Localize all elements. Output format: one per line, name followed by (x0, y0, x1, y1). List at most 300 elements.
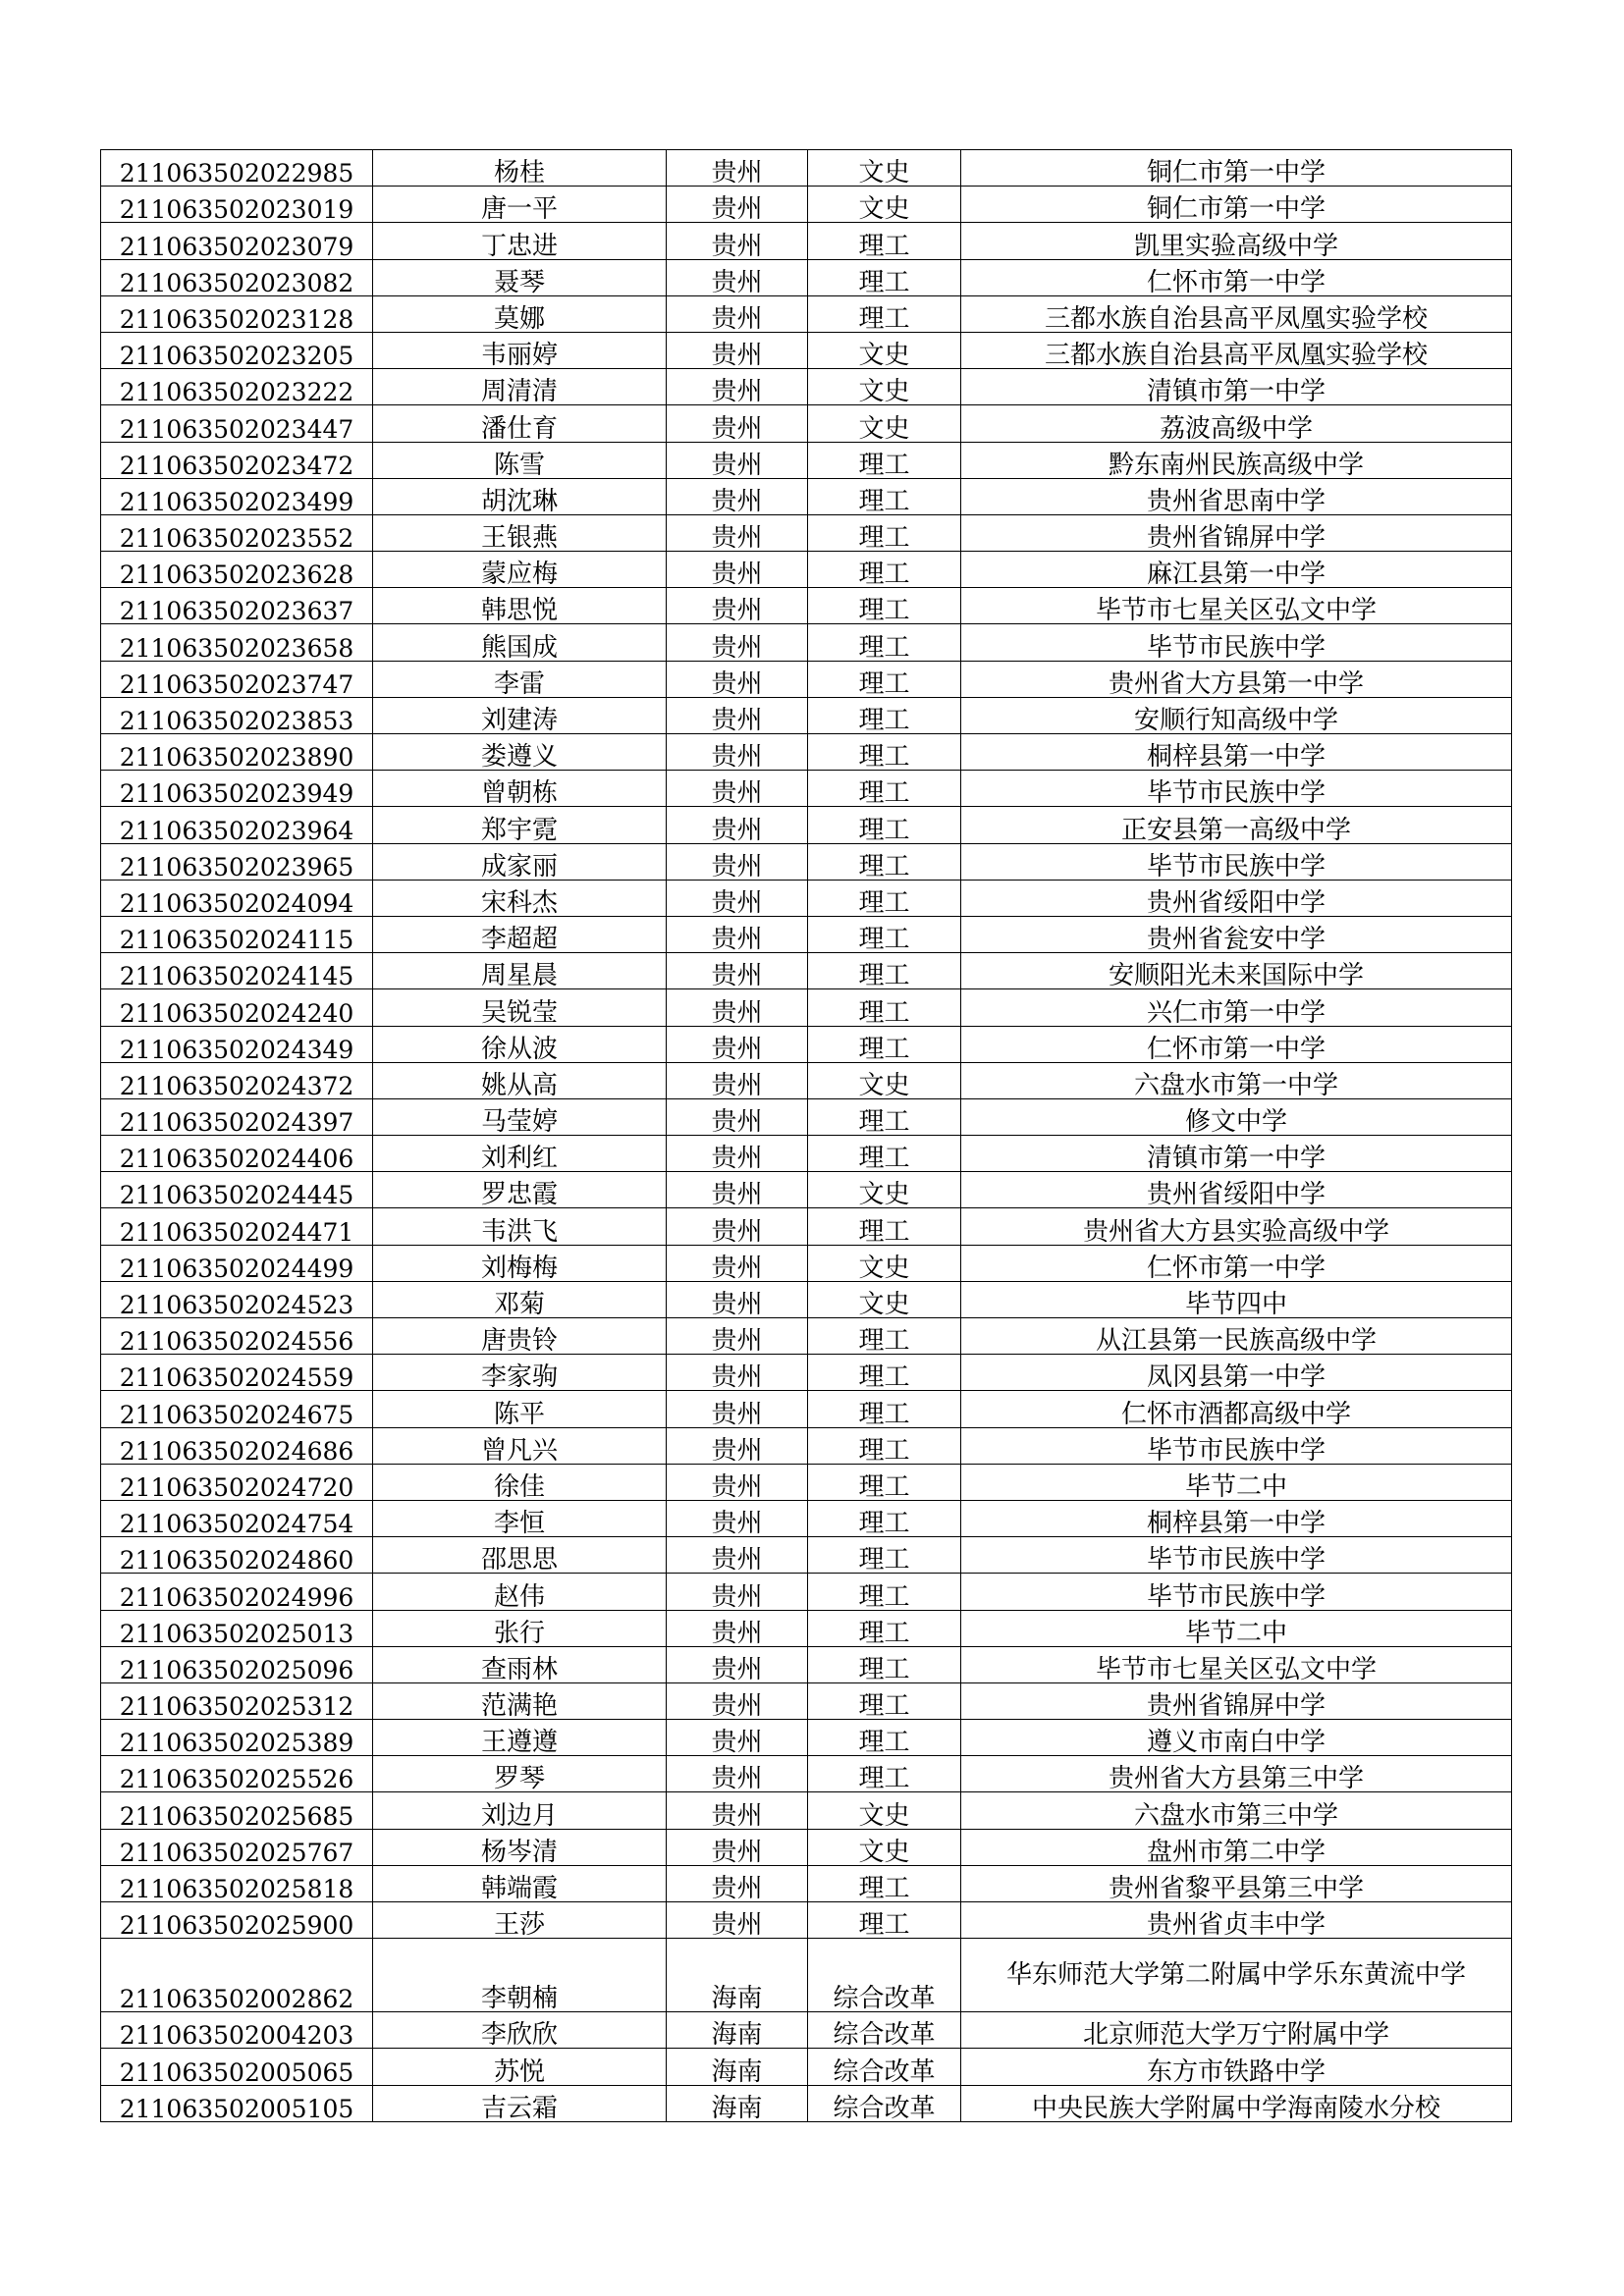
school-cell: 安顺阳光未来国际中学 (961, 953, 1512, 989)
student-name-cell: 丁忠进 (373, 223, 667, 259)
school-cell: 贵州省黎平县第三中学 (961, 1865, 1512, 1901)
student-id-cell: 211063502024996 (101, 1574, 373, 1610)
table-row (101, 1464, 1512, 1500)
province-cell: 贵州 (667, 624, 808, 661)
school-cell: 仁怀市第一中学 (961, 1245, 1512, 1281)
student-id-cell: 211063502024686 (101, 1427, 373, 1464)
province-cell: 贵州 (667, 1464, 808, 1500)
student-id-cell: 211063502024240 (101, 989, 373, 1026)
province-cell: 贵州 (667, 1172, 808, 1208)
category-cell: 理工 (808, 771, 961, 807)
student-name-cell: 杨桂 (373, 150, 667, 187)
student-name-cell: 邵思思 (373, 1537, 667, 1574)
category-cell: 理工 (808, 1026, 961, 1062)
student-id-cell: 211063502025389 (101, 1720, 373, 1756)
province-cell: 海南 (667, 2049, 808, 2085)
category-cell: 理工 (808, 1865, 961, 1901)
student-name-cell: 姚从高 (373, 1062, 667, 1098)
student-name-cell: 胡沈琳 (373, 478, 667, 514)
student-id-cell: 211063502024094 (101, 880, 373, 916)
student-id-cell: 211063502024523 (101, 1281, 373, 1317)
student-name-cell: 吉云霜 (373, 2085, 667, 2121)
student-name-cell: 范满艳 (373, 1682, 667, 1719)
student-id-cell: 211063502023128 (101, 295, 373, 332)
student-id-cell: 211063502023949 (101, 771, 373, 807)
category-cell: 文史 (808, 405, 961, 442)
table-row (101, 369, 1512, 405)
table-row (101, 2012, 1512, 2049)
student-name-cell: 娄遵义 (373, 734, 667, 771)
student-id-cell: 211063502024372 (101, 1062, 373, 1098)
school-cell: 毕节市民族中学 (961, 1537, 1512, 1574)
province-cell: 贵州 (667, 223, 808, 259)
school-cell: 遵义市南白中学 (961, 1720, 1512, 1756)
student-name-cell: 张行 (373, 1610, 667, 1646)
table-row (101, 1355, 1512, 1391)
student-id-cell: 211063502023205 (101, 332, 373, 368)
student-name-cell: 刘边月 (373, 1792, 667, 1829)
student-id-cell: 211063502025096 (101, 1646, 373, 1682)
table-row (101, 1208, 1512, 1245)
province-cell: 贵州 (667, 1062, 808, 1098)
roster-body (101, 150, 1512, 2122)
student-id-cell: 211063502004203 (101, 2012, 373, 2049)
student-name-cell: 韦洪飞 (373, 1208, 667, 1245)
school-cell: 凤冈县第一中学 (961, 1355, 1512, 1391)
table-row (101, 697, 1512, 733)
student-id-cell: 211063502023079 (101, 223, 373, 259)
school-cell: 盘州市第二中学 (961, 1829, 1512, 1865)
student-id-cell: 211063502024397 (101, 1098, 373, 1135)
province-cell: 贵州 (667, 916, 808, 952)
student-id-cell: 211063502024145 (101, 953, 373, 989)
table-row (101, 1245, 1512, 1281)
province-cell: 贵州 (667, 843, 808, 880)
category-cell: 综合改革 (808, 2012, 961, 2049)
table-row (101, 1865, 1512, 1901)
province-cell: 贵州 (667, 1098, 808, 1135)
province-cell: 贵州 (667, 1318, 808, 1355)
student-id-cell: 211063502025526 (101, 1756, 373, 1792)
table-row (101, 1829, 1512, 1865)
student-id-cell: 211063502024860 (101, 1537, 373, 1574)
table-row (101, 953, 1512, 989)
table-row (101, 187, 1512, 223)
category-cell: 文史 (808, 187, 961, 223)
category-cell: 理工 (808, 1574, 961, 1610)
school-cell: 毕节市民族中学 (961, 771, 1512, 807)
school-cell: 贵州省贞丰中学 (961, 1902, 1512, 1939)
province-cell: 贵州 (667, 1208, 808, 1245)
school-cell: 仁怀市第一中学 (961, 1026, 1512, 1062)
category-cell: 理工 (808, 295, 961, 332)
school-cell: 毕节市民族中学 (961, 1574, 1512, 1610)
student-id-cell: 211063502024720 (101, 1464, 373, 1500)
category-cell: 理工 (808, 442, 961, 478)
table-row (101, 405, 1512, 442)
table-row (101, 880, 1512, 916)
table-row (101, 150, 1512, 187)
province-cell: 贵州 (667, 478, 808, 514)
province-cell: 贵州 (667, 661, 808, 697)
table-row (101, 1062, 1512, 1098)
student-name-cell: 陈平 (373, 1391, 667, 1427)
category-cell: 文史 (808, 1281, 961, 1317)
category-cell: 理工 (808, 1464, 961, 1500)
province-cell: 贵州 (667, 259, 808, 295)
student-id-cell: 211063502002862 (101, 1939, 373, 2012)
school-cell: 铜仁市第一中学 (961, 150, 1512, 187)
school-cell: 兴仁市第一中学 (961, 989, 1512, 1026)
student-name-cell: 李欣欣 (373, 2012, 667, 2049)
table-row (101, 223, 1512, 259)
category-cell: 理工 (808, 880, 961, 916)
student-name-cell: 唐贵铃 (373, 1318, 667, 1355)
student-name-cell: 郑宇霓 (373, 807, 667, 843)
student-name-cell: 王莎 (373, 1902, 667, 1939)
category-cell: 理工 (808, 1902, 961, 1939)
table-row (101, 624, 1512, 661)
school-cell: 贵州省锦屏中学 (961, 514, 1512, 551)
category-cell: 理工 (808, 1682, 961, 1719)
school-cell: 铜仁市第一中学 (961, 187, 1512, 223)
table-row (101, 2049, 1512, 2085)
student-name-cell: 周清清 (373, 369, 667, 405)
province-cell: 贵州 (667, 1646, 808, 1682)
province-cell: 贵州 (667, 405, 808, 442)
school-cell: 贵州省大方县第三中学 (961, 1756, 1512, 1792)
student-name-cell: 韩思悦 (373, 588, 667, 624)
student-id-cell: 211063502025013 (101, 1610, 373, 1646)
student-id-cell: 211063502025312 (101, 1682, 373, 1719)
province-cell: 贵州 (667, 1902, 808, 1939)
province-cell: 贵州 (667, 771, 808, 807)
school-cell: 正安县第一高级中学 (961, 807, 1512, 843)
province-cell: 贵州 (667, 1829, 808, 1865)
school-cell: 黔东南州民族高级中学 (961, 442, 1512, 478)
province-cell: 贵州 (667, 369, 808, 405)
student-name-cell: 李恒 (373, 1500, 667, 1536)
table-row (101, 1391, 1512, 1427)
category-cell: 理工 (808, 1720, 961, 1756)
student-id-cell: 211063502025900 (101, 1902, 373, 1939)
table-row (101, 1500, 1512, 1536)
category-cell: 理工 (808, 1355, 961, 1391)
student-id-cell: 211063502023658 (101, 624, 373, 661)
school-cell: 贵州省锦屏中学 (961, 1682, 1512, 1719)
category-cell: 综合改革 (808, 2049, 961, 2085)
student-name-cell: 曾朝栋 (373, 771, 667, 807)
category-cell: 文史 (808, 1829, 961, 1865)
school-cell: 毕节二中 (961, 1464, 1512, 1500)
category-cell: 文史 (808, 332, 961, 368)
school-cell: 毕节市民族中学 (961, 624, 1512, 661)
school-cell: 毕节市民族中学 (961, 1427, 1512, 1464)
school-cell: 贵州省思南中学 (961, 478, 1512, 514)
student-id-cell: 211063502023853 (101, 697, 373, 733)
category-cell: 理工 (808, 624, 961, 661)
category-cell: 理工 (808, 1427, 961, 1464)
student-name-cell: 蒙应梅 (373, 552, 667, 588)
category-cell: 理工 (808, 259, 961, 295)
student-id-cell: 211063502025818 (101, 1865, 373, 1901)
student-name-cell: 宋科杰 (373, 880, 667, 916)
school-cell: 凯里实验高级中学 (961, 223, 1512, 259)
table-row (101, 1537, 1512, 1574)
table-row (101, 1136, 1512, 1172)
school-cell: 毕节市民族中学 (961, 843, 1512, 880)
province-cell: 贵州 (667, 1537, 808, 1574)
category-cell: 理工 (808, 807, 961, 843)
school-cell: 六盘水市第三中学 (961, 1792, 1512, 1829)
student-name-cell: 苏悦 (373, 2049, 667, 2085)
table-row (101, 295, 1512, 332)
province-cell: 贵州 (667, 1720, 808, 1756)
province-cell: 贵州 (667, 1865, 808, 1901)
province-cell: 海南 (667, 1939, 808, 2012)
school-cell: 荔波高级中学 (961, 405, 1512, 442)
province-cell: 贵州 (667, 1756, 808, 1792)
school-cell: 桐梓县第一中学 (961, 734, 1512, 771)
table-row (101, 1902, 1512, 1939)
table-row (101, 661, 1512, 697)
student-id-cell: 211063502023747 (101, 661, 373, 697)
category-cell: 文史 (808, 1172, 961, 1208)
school-cell: 桐梓县第一中学 (961, 1500, 1512, 1536)
student-name-cell: 刘建涛 (373, 697, 667, 733)
student-name-cell: 刘梅梅 (373, 1245, 667, 1281)
category-cell: 理工 (808, 734, 961, 771)
table-row (101, 989, 1512, 1026)
province-cell: 海南 (667, 2085, 808, 2121)
province-cell: 贵州 (667, 332, 808, 368)
student-name-cell: 唐一平 (373, 187, 667, 223)
province-cell: 贵州 (667, 442, 808, 478)
school-cell: 华东师范大学第二附属中学乐东黄流中学 (961, 1939, 1512, 2012)
student-id-cell: 211063502023628 (101, 552, 373, 588)
category-cell: 文史 (808, 1245, 961, 1281)
school-cell: 毕节市七星关区弘文中学 (961, 1646, 1512, 1682)
student-name-cell: 罗忠霞 (373, 1172, 667, 1208)
school-cell: 仁怀市酒都高级中学 (961, 1391, 1512, 1427)
province-cell: 贵州 (667, 1391, 808, 1427)
student-name-cell: 聂琴 (373, 259, 667, 295)
category-cell: 综合改革 (808, 2085, 961, 2121)
student-id-cell: 211063502024559 (101, 1355, 373, 1391)
category-cell: 理工 (808, 1756, 961, 1792)
table-row (101, 1026, 1512, 1062)
province-cell: 贵州 (667, 187, 808, 223)
table-row (101, 1682, 1512, 1719)
category-cell: 理工 (808, 1098, 961, 1135)
category-cell: 理工 (808, 1318, 961, 1355)
student-name-cell: 王遵遵 (373, 1720, 667, 1756)
table-row (101, 771, 1512, 807)
category-cell: 理工 (808, 588, 961, 624)
province-cell: 贵州 (667, 989, 808, 1026)
province-cell: 贵州 (667, 514, 808, 551)
category-cell: 理工 (808, 223, 961, 259)
school-cell: 贵州省绥阳中学 (961, 880, 1512, 916)
category-cell: 理工 (808, 552, 961, 588)
student-id-cell: 211063502005105 (101, 2085, 373, 2121)
category-cell: 文史 (808, 1792, 961, 1829)
school-cell: 东方市铁路中学 (961, 2049, 1512, 2085)
table-row (101, 442, 1512, 478)
student-id-cell: 211063502023019 (101, 187, 373, 223)
province-cell: 贵州 (667, 1792, 808, 1829)
student-name-cell: 潘仕育 (373, 405, 667, 442)
province-cell: 贵州 (667, 1136, 808, 1172)
table-row (101, 478, 1512, 514)
province-cell: 贵州 (667, 1245, 808, 1281)
student-id-cell: 211063502024499 (101, 1245, 373, 1281)
student-name-cell: 韩端霞 (373, 1865, 667, 1901)
student-id-cell: 211063502024445 (101, 1172, 373, 1208)
category-cell: 文史 (808, 369, 961, 405)
student-id-cell: 211063502024556 (101, 1318, 373, 1355)
student-id-cell: 211063502024675 (101, 1391, 373, 1427)
student-name-cell: 曾凡兴 (373, 1427, 667, 1464)
table-row (101, 1318, 1512, 1355)
student-name-cell: 马莹婷 (373, 1098, 667, 1135)
student-id-cell: 211063502025767 (101, 1829, 373, 1865)
student-id-cell: 211063502022985 (101, 150, 373, 187)
category-cell: 理工 (808, 989, 961, 1026)
student-id-cell: 211063502024406 (101, 1136, 373, 1172)
province-cell: 贵州 (667, 1574, 808, 1610)
school-cell: 从江县第一民族高级中学 (961, 1318, 1512, 1355)
student-id-cell: 211063502023964 (101, 807, 373, 843)
student-id-cell: 211063502023890 (101, 734, 373, 771)
student-id-cell: 211063502023965 (101, 843, 373, 880)
student-name-cell: 刘利红 (373, 1136, 667, 1172)
student-name-cell: 李雷 (373, 661, 667, 697)
province-cell: 海南 (667, 2012, 808, 2049)
school-cell: 麻江县第一中学 (961, 552, 1512, 588)
admission-roster-table (100, 149, 1512, 2122)
school-cell: 北京师范大学万宁附属中学 (961, 2012, 1512, 2049)
student-name-cell: 李朝楠 (373, 1939, 667, 2012)
student-name-cell: 李超超 (373, 916, 667, 952)
table-row (101, 1939, 1512, 2012)
category-cell: 综合改革 (808, 1939, 961, 2012)
category-cell: 理工 (808, 1208, 961, 1245)
student-name-cell: 吴锐莹 (373, 989, 667, 1026)
school-cell: 贵州省绥阳中学 (961, 1172, 1512, 1208)
province-cell: 贵州 (667, 588, 808, 624)
student-id-cell: 211063502024115 (101, 916, 373, 952)
province-cell: 贵州 (667, 880, 808, 916)
student-name-cell: 徐从波 (373, 1026, 667, 1062)
province-cell: 贵州 (667, 1427, 808, 1464)
province-cell: 贵州 (667, 295, 808, 332)
table-row (101, 259, 1512, 295)
table-row (101, 1720, 1512, 1756)
student-name-cell: 熊国成 (373, 624, 667, 661)
table-row (101, 2085, 1512, 2121)
school-cell: 修文中学 (961, 1098, 1512, 1135)
province-cell: 贵州 (667, 953, 808, 989)
student-name-cell: 邓菊 (373, 1281, 667, 1317)
school-cell: 清镇市第一中学 (961, 369, 1512, 405)
student-id-cell: 211063502023082 (101, 259, 373, 295)
table-row (101, 514, 1512, 551)
table-row (101, 734, 1512, 771)
province-cell: 贵州 (667, 1500, 808, 1536)
school-cell: 毕节二中 (961, 1610, 1512, 1646)
student-id-cell: 211063502024349 (101, 1026, 373, 1062)
student-id-cell: 211063502023472 (101, 442, 373, 478)
table-row (101, 1792, 1512, 1829)
student-id-cell: 211063502025685 (101, 1792, 373, 1829)
table-row (101, 1281, 1512, 1317)
school-cell: 六盘水市第一中学 (961, 1062, 1512, 1098)
category-cell: 理工 (808, 697, 961, 733)
category-cell: 理工 (808, 1646, 961, 1682)
student-id-cell: 211063502023499 (101, 478, 373, 514)
student-name-cell: 查雨林 (373, 1646, 667, 1682)
table-row (101, 552, 1512, 588)
school-cell: 贵州省瓮安中学 (961, 916, 1512, 952)
school-cell: 仁怀市第一中学 (961, 259, 1512, 295)
student-name-cell: 杨岑清 (373, 1829, 667, 1865)
table-row (101, 332, 1512, 368)
student-id-cell: 211063502024471 (101, 1208, 373, 1245)
table-row (101, 916, 1512, 952)
table-row (101, 1574, 1512, 1610)
province-cell: 贵州 (667, 150, 808, 187)
student-name-cell: 徐佳 (373, 1464, 667, 1500)
student-name-cell: 成家丽 (373, 843, 667, 880)
student-id-cell: 211063502005065 (101, 2049, 373, 2085)
student-id-cell: 211063502023552 (101, 514, 373, 551)
student-id-cell: 211063502023447 (101, 405, 373, 442)
province-cell: 贵州 (667, 807, 808, 843)
school-cell: 三都水族自治县高平凤凰实验学校 (961, 332, 1512, 368)
category-cell: 理工 (808, 916, 961, 952)
category-cell: 理工 (808, 514, 961, 551)
student-name-cell: 赵伟 (373, 1574, 667, 1610)
school-cell: 中央民族大学附属中学海南陵水分校 (961, 2085, 1512, 2121)
category-cell: 理工 (808, 1537, 961, 1574)
school-cell: 三都水族自治县高平凤凰实验学校 (961, 295, 1512, 332)
student-name-cell: 李家驹 (373, 1355, 667, 1391)
student-id-cell: 211063502024754 (101, 1500, 373, 1536)
category-cell: 理工 (808, 1500, 961, 1536)
school-cell: 毕节市七星关区弘文中学 (961, 588, 1512, 624)
table-row (101, 588, 1512, 624)
school-cell: 毕节四中 (961, 1281, 1512, 1317)
table-row (101, 1427, 1512, 1464)
category-cell: 理工 (808, 661, 961, 697)
category-cell: 文史 (808, 1062, 961, 1098)
category-cell: 理工 (808, 1136, 961, 1172)
province-cell: 贵州 (667, 734, 808, 771)
province-cell: 贵州 (667, 552, 808, 588)
student-name-cell: 王银燕 (373, 514, 667, 551)
student-name-cell: 韦丽婷 (373, 332, 667, 368)
province-cell: 贵州 (667, 1026, 808, 1062)
table-row (101, 1756, 1512, 1792)
province-cell: 贵州 (667, 1281, 808, 1317)
school-cell: 安顺行知高级中学 (961, 697, 1512, 733)
table-row (101, 843, 1512, 880)
table-row (101, 1172, 1512, 1208)
student-name-cell: 罗琴 (373, 1756, 667, 1792)
student-name-cell: 莫娜 (373, 295, 667, 332)
table-row (101, 1098, 1512, 1135)
